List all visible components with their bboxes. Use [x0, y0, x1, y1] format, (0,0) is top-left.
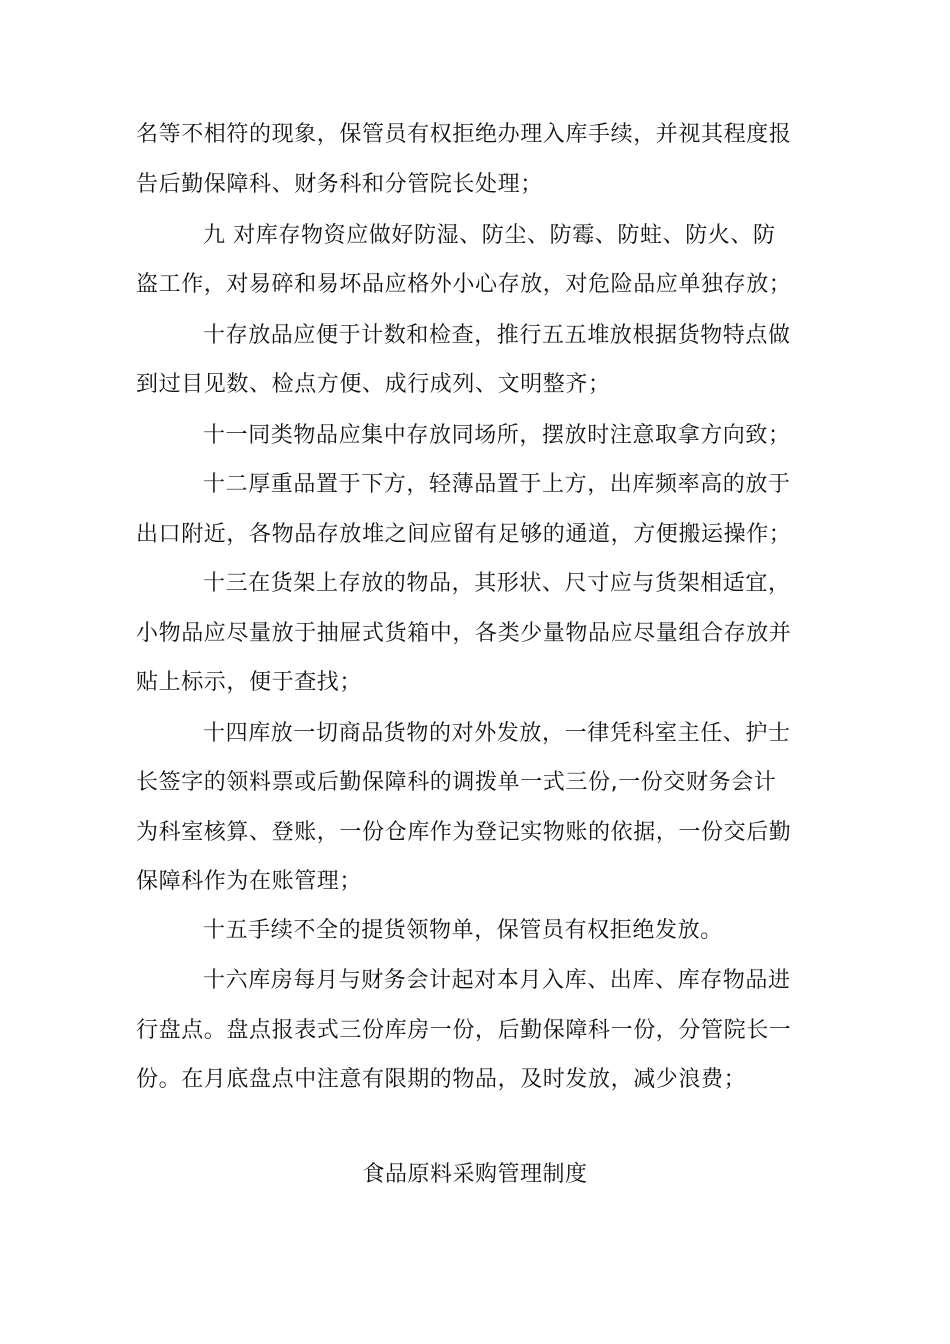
text-line: 长签字的领料票或后勤保障科的调拨单一式三份,一份交财务会计 — [136, 770, 777, 795]
text-line: 小物品应尽量放于抽屉式货箱中，各类少量物品应尽量组合存放并 — [136, 621, 792, 646]
paragraph-16-line: 十六库房每月与财务会计起对本月入库、出库、库存物品进 — [203, 968, 791, 993]
text-line: 份。在月底盘点中注意有限期的物品，及时发放，减少浪费； — [136, 1067, 747, 1092]
paragraph-13-line: 十三在货架上存放的物品，其形状、尺寸应与货架相适宜， — [203, 571, 791, 596]
section-title: 食品原料采购管理制度 — [362, 1162, 588, 1187]
text-line: 行盘点。盘点报表式三份库房一份，后勤保障科一份，分管院长一 — [136, 1018, 792, 1043]
paragraph-11-line: 十一同类物品应集中存放同场所，摆放时注意取拿方向致； — [203, 423, 791, 448]
text-line: 保障科作为在账管理； — [136, 869, 363, 894]
paragraph-14-line: 十四库放一切商品货物的对外发放，一律凭科室主任、护士 — [203, 721, 791, 746]
text-line: 为科室核算、登账，一份仓库作为登记实物账的依据，一份交后勤 — [136, 820, 792, 845]
paragraph-15-line: 十五手续不全的提货领物单，保管员有权拒绝发放。 — [203, 918, 723, 943]
paragraph-9-line: 九 对库存物资应做好防湿、防尘、防霉、防蛀、防火、防 — [203, 223, 776, 248]
text-line: 名等不相符的现象，保管员有权拒绝办理入库手续，并视其程度报 — [136, 122, 792, 147]
text-line: 盗工作，对易碎和易坏品应格外小心存放，对危险品应单独存放； — [136, 272, 792, 297]
text-line: 贴上标示，便于查找； — [136, 670, 363, 695]
text-line: 出口附近，各物品存放堆之间应留有足够的通道，方便搬运操作； — [136, 522, 792, 547]
paragraph-10-line: 十存放品应便于计数和检查，推行五五堆放根据货物特点做 — [203, 323, 791, 348]
paragraph-12-line: 十二厚重品置于下方，轻薄品置于上方，出库频率高的放于 — [203, 472, 791, 497]
text-line: 告后勤保障科、财务科和分管院长处理； — [136, 172, 543, 197]
text-line: 到过目见数、检点方便、成行成列、文明整齐； — [136, 372, 611, 397]
